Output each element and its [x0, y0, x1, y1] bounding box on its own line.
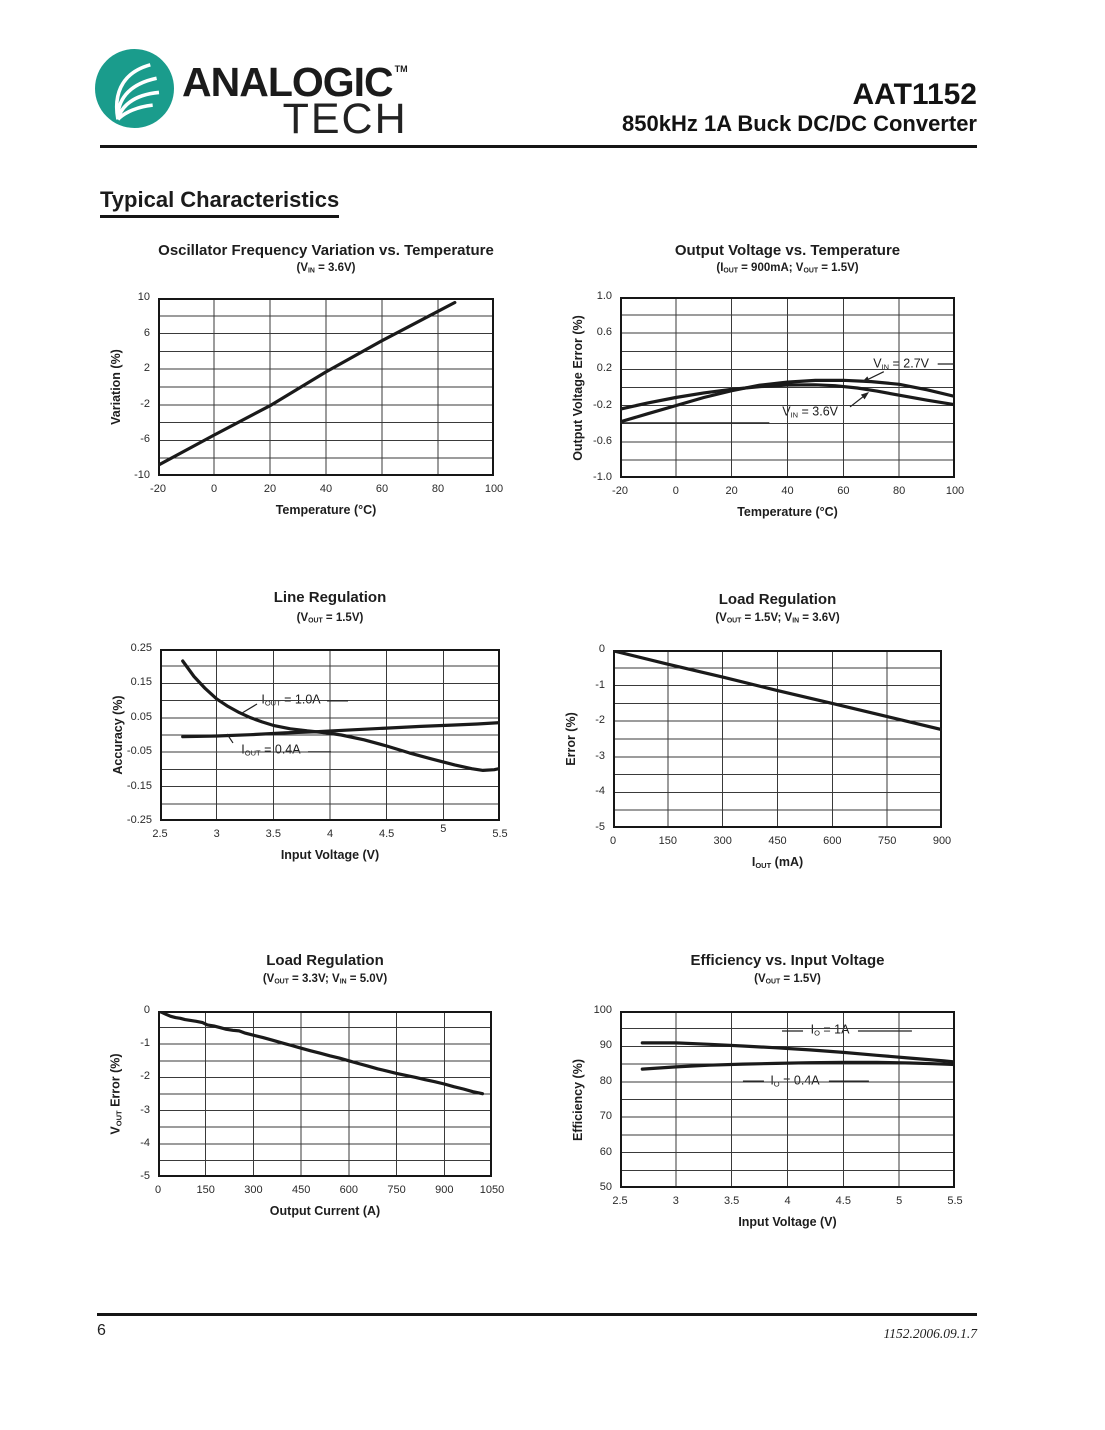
x-tick: 3.5	[724, 1195, 740, 1207]
io-1a-label: $I_O = 1A$	[808, 1023, 853, 1038]
y-tick: -1.0	[593, 471, 612, 483]
x-tick: 5	[440, 823, 447, 835]
x-tick: 750	[387, 1184, 406, 1196]
x-tick: 40	[781, 485, 794, 497]
y-tick: 90	[599, 1039, 612, 1052]
chart-title: Load Regulation	[266, 952, 384, 969]
y-axis-label: Efficiency (%)	[571, 1058, 585, 1141]
y-tick: 70	[599, 1110, 612, 1123]
chart-title: Efficiency vs. Input Voltage	[690, 952, 885, 969]
chart-title: Load Regulation	[718, 591, 837, 608]
x-axis-label: Temperature (°C)	[737, 505, 838, 519]
x-tick: 150	[196, 1184, 215, 1196]
chart-subtitle: ($I_{OUT} = 900mA$; $V_{OUT} = 1.5V$)	[716, 262, 859, 275]
x-tick: 60	[375, 483, 389, 495]
document-code: 1152.2006.09.1.7	[883, 1326, 977, 1341]
y-tick: 0.05	[130, 710, 152, 723]
x-tick: 1050	[479, 1184, 505, 1196]
y-tick: -1	[140, 1037, 150, 1050]
y-tick: 10	[137, 291, 150, 303]
chart-subtitle: $(V_{OUT} = 1.5V)$	[754, 973, 821, 986]
x-tick: 0	[210, 483, 218, 495]
x-tick: 20	[725, 485, 738, 497]
footer-rule	[97, 1313, 977, 1316]
iout-0.4a-label: $I_{OUT} = 0.4A$	[238, 743, 303, 758]
x-tick: 60	[837, 485, 850, 497]
y-tick: -3	[595, 749, 605, 762]
chart-subtitle: ($V_{OUT} = 1.5V$; $V_{IN} = 3.6V$)	[715, 612, 840, 625]
y-tick: 80	[599, 1074, 612, 1087]
y-tick: -6	[140, 433, 150, 446]
x-tick: 600	[823, 835, 842, 847]
x-tick: 40	[319, 483, 333, 495]
x-tick: -20	[612, 485, 628, 497]
y-tick: -0.6	[593, 434, 612, 447]
chart-subtitle: $(V_{OUT} = 1.5V)$	[296, 612, 364, 625]
x-axis-label: $I_{OUT}$ (mA)	[751, 855, 804, 870]
x-axis-label: Output Current (A)	[269, 1204, 381, 1218]
vin-3.6v-label: $V_{IN} = 3.6V$	[779, 405, 841, 420]
x-tick: 0	[609, 835, 617, 847]
x-tick: 4	[326, 828, 334, 840]
x-tick: 450	[768, 835, 787, 847]
chart-subtitle: ($V_{OUT} = 3.3V$; $V_{IN} = 5.0V$)	[262, 973, 388, 986]
x-tick: 80	[893, 485, 906, 497]
x-tick: 4.5	[835, 1195, 851, 1207]
x-tick: 3	[672, 1195, 679, 1207]
x-tick: 5	[896, 1195, 903, 1207]
x-tick: 2.5	[612, 1195, 628, 1207]
x-tick: 900	[435, 1184, 454, 1196]
y-tick: -4	[595, 785, 605, 798]
x-tick: 300	[713, 835, 732, 847]
y-tick: -2	[140, 397, 150, 410]
y-tick: 50	[599, 1181, 612, 1193]
x-tick: 600	[339, 1184, 359, 1196]
product-title: 850kHz 1A Buck DC/DC Converter	[622, 111, 977, 136]
y-tick: 1.0	[596, 290, 612, 302]
y-tick: -5	[595, 821, 605, 833]
y-tick: -2	[595, 714, 605, 727]
y-tick: -10	[134, 469, 150, 481]
x-tick: 100	[484, 483, 504, 495]
y-axis-label: Variation (%)	[109, 349, 123, 425]
y-tick: 6	[143, 326, 150, 339]
y-tick: -2	[140, 1070, 150, 1083]
series-io-0.4a	[642, 1062, 955, 1069]
x-tick: 100	[945, 485, 965, 497]
y-axis-label: Accuracy (%)	[111, 695, 125, 775]
x-tick: 150	[658, 835, 678, 847]
x-axis-label: Input Voltage (V)	[738, 1215, 837, 1229]
plot-area	[620, 1011, 955, 1188]
y-tick: -0.05	[126, 745, 152, 758]
part-number: AAT1152	[852, 78, 977, 111]
x-tick: 300	[244, 1184, 263, 1196]
y-tick: 100	[593, 1004, 612, 1016]
y-tick: -1	[595, 678, 605, 691]
x-tick: 20	[263, 483, 277, 495]
page-title: Typical Characteristics	[100, 187, 339, 218]
x-tick: 450	[291, 1184, 311, 1196]
x-tick: 4	[784, 1195, 791, 1207]
y-tick: 0.25	[130, 642, 152, 654]
x-tick: 0	[154, 1184, 162, 1196]
chart-title: Output Voltage vs. Temperature	[674, 242, 901, 259]
y-tick: -0.25	[126, 814, 152, 826]
x-tick: 5.5	[947, 1195, 963, 1207]
page-number: 6	[97, 1322, 106, 1339]
y-tick: 0	[598, 643, 605, 655]
y-tick: 0.2	[596, 362, 612, 375]
y-tick: -3	[140, 1103, 150, 1116]
y-tick: 0.6	[596, 326, 612, 339]
brand-analogic-text: ANALOGIC	[182, 59, 393, 105]
x-tick: 0	[672, 485, 679, 497]
x-tick: 80	[431, 483, 445, 495]
brand-line2: TECH	[282, 95, 408, 143]
chart-title: Oscillator Frequency Variation vs. Temperature	[158, 242, 494, 259]
x-tick: 750	[877, 835, 897, 847]
y-tick: 0	[143, 1004, 150, 1016]
y-tick: -0.2	[593, 398, 612, 411]
x-axis-label: Input Voltage (V)	[280, 848, 380, 862]
x-tick: 900	[932, 835, 952, 847]
series-io-1a	[642, 1043, 955, 1062]
x-tick: 3.5	[265, 828, 281, 840]
io-0.4a-label: $I_O = 0.4A$	[767, 1074, 822, 1089]
y-tick: -5	[140, 1170, 150, 1182]
y-tick: -0.15	[126, 779, 152, 792]
y-axis-label: Error (%)	[564, 712, 578, 766]
x-tick: 5.5	[492, 828, 508, 840]
y-tick: -4	[140, 1136, 150, 1149]
trademark-symbol: TM	[394, 64, 408, 74]
chart-title: Line Regulation	[273, 589, 387, 606]
x-tick: 3	[213, 828, 220, 840]
y-axis-label: $V_{OUT}$ Error (%)	[108, 1053, 124, 1135]
y-axis-label: Output Voltage Error (%)	[571, 314, 585, 461]
vin-2.7v-label: $V_{IN} = 2.7V$	[870, 357, 932, 372]
x-tick: 2.5	[152, 828, 168, 840]
chart-subtitle: $(V_{IN} = 3.6V)$	[296, 262, 356, 275]
y-tick: 0.15	[130, 676, 152, 689]
y-tick: 2	[143, 362, 150, 375]
iout-1.0a-label: $I_{OUT} = 1.0A$	[258, 692, 323, 707]
y-tick: 60	[599, 1145, 612, 1158]
x-axis-label: Temperature (°C)	[275, 503, 377, 517]
x-tick: 4.5	[379, 828, 395, 840]
x-tick: -20	[150, 483, 166, 495]
